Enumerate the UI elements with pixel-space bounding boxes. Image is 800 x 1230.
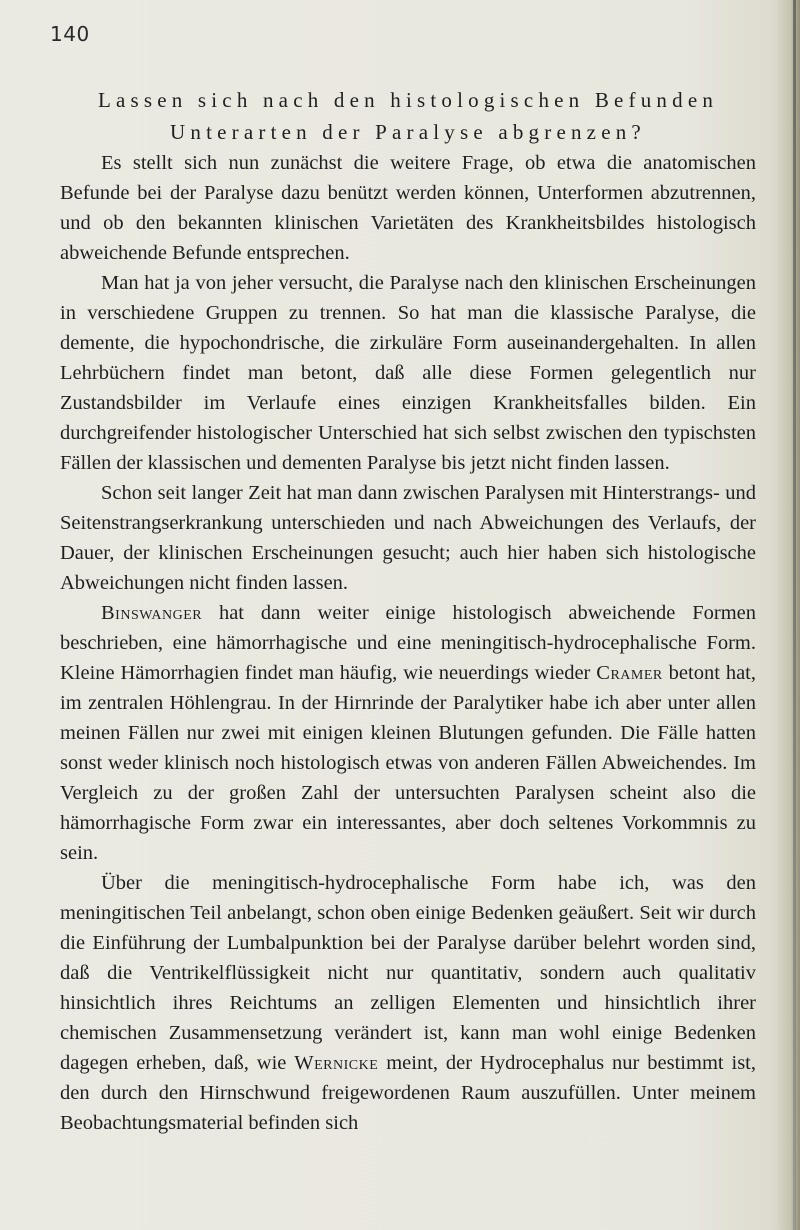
paragraph-4-text-b: betont hat, im zentralen Höhlengrau. In der Hirnrinde der Paralytiker habe ich aber unter allen meinen Fällen nur zwei mit einigen kleinen Blutungen gefunden. Die Fälle hatten sonst weder klinisch noch histologisch etwas von anderen Fällen Abweichendes. Im Vergleich zu der großen Zahl der untersuchten Paralysen scheint also die hämorrhagische Form zwar ein interessantes, aber doch seltenes Vorkommnis zu sein. bbox=[60, 662, 756, 864]
page-edge-line bbox=[793, 0, 796, 1230]
paragraph-1: Es stellt sich nun zunächst die weitere Frage, ob etwa die anatomischen Befunde bei der Paralyse dazu benützt werden können, Unterformen abzutrennen, und ob den bekannten klinischen Varietäten des Krankheitsbildes histologisch abweichende Befunde entsprechen. bbox=[60, 152, 756, 264]
author-name-cramer: Cramer bbox=[596, 662, 663, 684]
author-name-wernicke: Wernicke bbox=[294, 1052, 379, 1074]
paragraph-2: Man hat ja von jeher versucht, die Paralyse nach den klinischen Erscheinungen in verschiedene Gruppen zu trennen. So hat man die klassische Paralyse, die demente, die hypochondrische, die zirkuläre Form auseinandergehalten. In allen Lehrbüchern findet man betont, daß alle diese Formen gelegentlich nur Zustandsbilder im Verlaufe eines einzigen Krankheitsfalles bilden. Ein durchgreifender histologischer Unterschied hat sich selbst zwischen den typischsten Fällen der klassischen und dementen Paralyse bis jetzt nicht finden lassen. bbox=[60, 272, 756, 474]
page-number: 140 bbox=[50, 22, 90, 46]
paragraph-4-text-a: hat dann weiter einige histologisch abweichende Formen beschrieben, eine hämorrhagische und eine meningitisch-hydrocephalische Form. Kleine Hämorrhagien findet man häufig, wie neuerdings wieder bbox=[60, 602, 756, 684]
page-content bbox=[60, 84, 756, 1138]
paragraph-5-text-a: Über die meningitisch-hydrocephalische Form habe ich, was den meningitischen Teil anbelangt, schon oben einige Bedenken geäußert. Seit wir durch die Einführung der Lumbalpunktion bei der Paralyse darüber belehrt worden sind, daß die Ventrikelflüssigkeit nicht nur quantitativ, sondern auch qualitativ hinsichtlich ihres Reichtums an zelligen Elementen und hinsichtlich ihrer chemischen Zusammensetzung verändert ist, kann man wohl einige Bedenken dagegen erheben, daß, wie bbox=[60, 872, 756, 1074]
section-heading bbox=[60, 84, 756, 148]
paragraph-5 bbox=[60, 868, 756, 1138]
section-heading-line-2: Unterarten der Paralyse abgrenzen? bbox=[170, 120, 646, 144]
paragraph-3: Schon seit langer Zeit hat man dann zwischen Paralysen mit Hinterstrangs- und Seitenstrangserkrankung unterschieden und nach Abweichungen des Verlaufs, der Dauer, der klinischen Erscheinungen gesucht; auch hier haben sich histologische Abweichungen nicht finden lassen. bbox=[60, 482, 756, 594]
paragraph-5-text-b: meint, der Hydrocephalus nur bestimmt ist, den durch den Hirnschwund freigewordenen Raum auszufüllen. Unter meinem Beobachtungsmaterial befinden sich bbox=[60, 1052, 756, 1134]
section-heading-line-1: Lassen sich nach den histologischen Befunden bbox=[97, 88, 719, 112]
page-edge-shadow bbox=[776, 0, 800, 1230]
author-name-binswanger: Binswanger bbox=[101, 602, 203, 624]
paragraph-4 bbox=[60, 598, 756, 868]
